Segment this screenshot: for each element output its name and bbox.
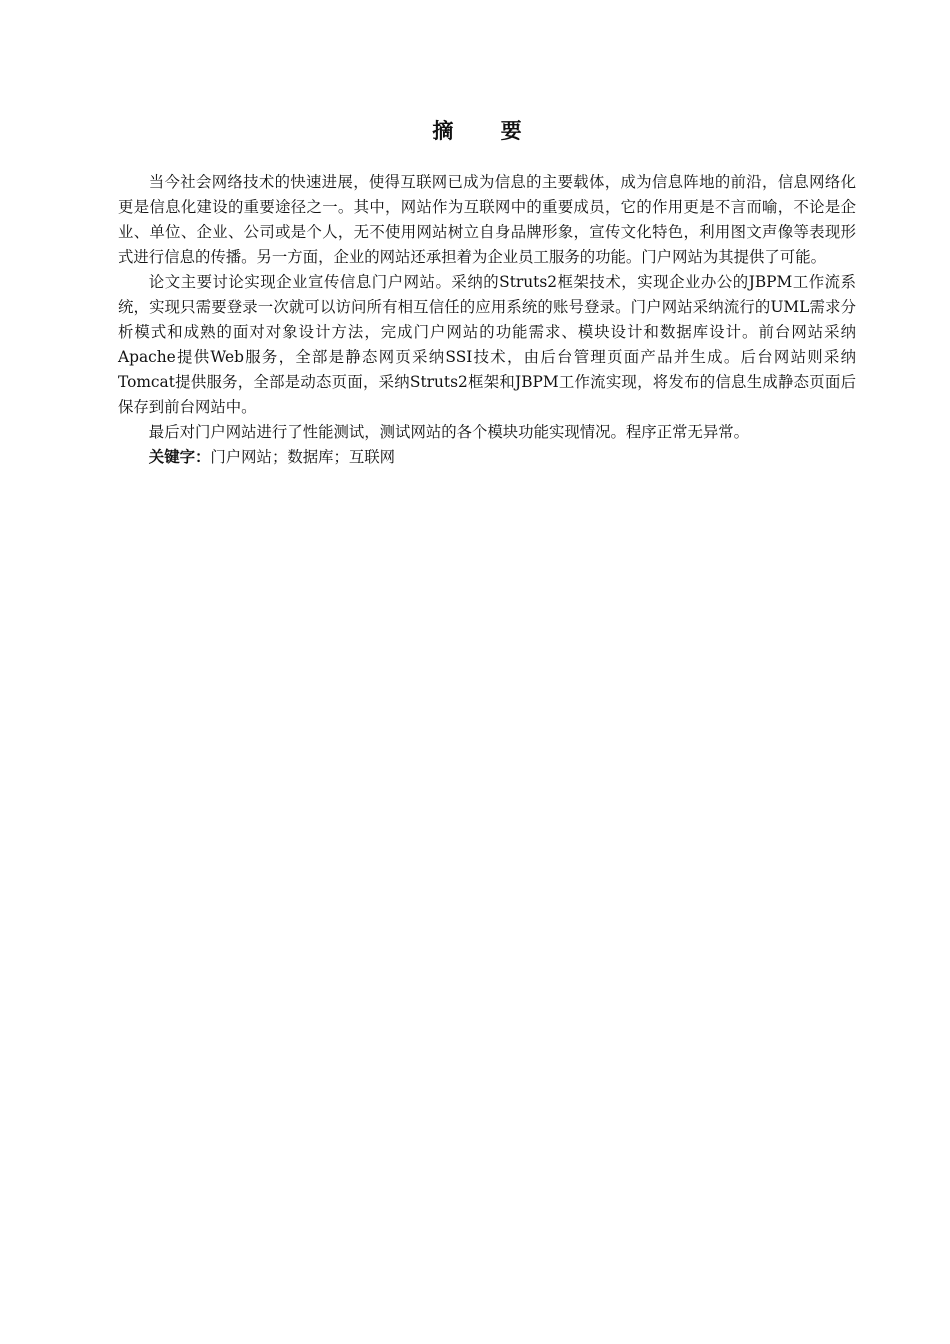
keywords-line — [118, 445, 856, 470]
abstract-paragraph-2: 论文主要讨论实现企业宣传信息门户网站。采纳的Struts2框架技术，实现企业办公的JBPM工作流系统，实现只需要登录一次就可以访问所有相互信任的应用系统的账号登录。门户网站采纳流行的UML需求分析模式和成熟的面对对象设计方法，完成门户网站的功能需求、模块设计和数据库设计。前台网站采纳Apache提供Web服务，全部是静态网页采纳SSI技术，由后台管理页面产品并生成。后台网站则采纳Tomcat提供服务，全部是动态页面，采纳Struts2框架和JBPM工作流实现，将发布的信息生成静态页面后保存到前台网站中。 — [118, 273, 856, 416]
abstract-title: 摘 要 — [432, 119, 542, 143]
abstract-paragraph-3: 最后对门户网站进行了性能测试，测试网站的各个模块功能实现情况。程序正常无异常。 — [148, 423, 750, 441]
abstract-paragraph-1: 当今社会网络技术的快速进展，使得互联网已成为信息的主要载体，成为信息阵地的前沿，信息网络化更是信息化建设的重要途径之一。其中，网站作为互联网中的重要成员，它的作用更是不言而喻，不论是企业、单位、企业、公司或是个人，无不使用网站树立自身品牌形象，宣传文化特色，利用图文声像等表现形式进行信息的传播。另一方面，企业的网站还承担着为企业员工服务的功能。门户网站为其提供了可能。 — [118, 173, 856, 266]
abstract-body — [118, 170, 856, 470]
keywords-label: 关键字： — [148, 448, 211, 466]
keywords-value: 门户网站；数据库；互联网 — [210, 448, 396, 466]
